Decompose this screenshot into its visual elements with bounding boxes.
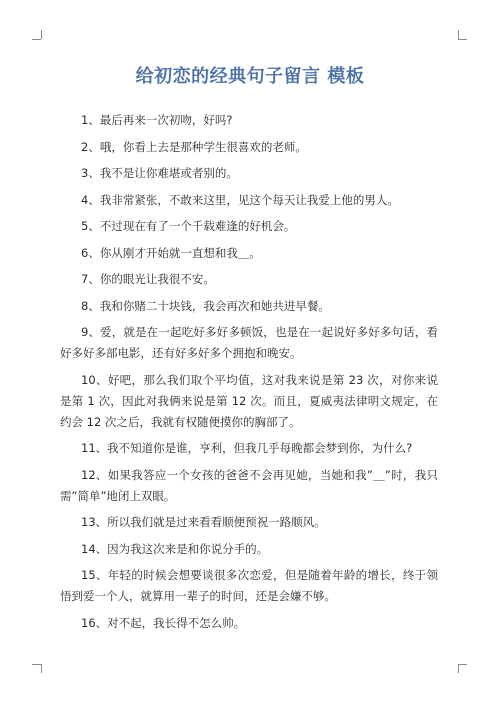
list-item: 14、因为我这次来是和你说分手的。: [81, 541, 269, 556]
crop-mark-top-left: [32, 30, 42, 40]
list-item: 2、哦，你看上去是那种学生很喜欢的老师。: [81, 139, 307, 154]
list-item: 6、你从刚才开始就一直想和我＿。: [81, 245, 261, 260]
list-item: 3、我不是让你难堪或者别的。: [81, 166, 238, 180]
list-item: 16、对不起，我长得不怎么帅。: [81, 615, 246, 630]
list-item: 11、我不知道你是谁，亨利，但我几乎每晚都会梦到你，为什么?: [81, 441, 413, 455]
list-item: 12、如果我答应一个女孩的爸爸不会再见她，当她和我”＿”时，我只需”简单”地闭上双眼。: [60, 467, 438, 503]
list-item: 7、你的眼光让我很不安。: [81, 272, 215, 286]
list-item: 15、年轻的时候会想要谈很多次恋爱，但是随着年龄的增长，终于领悟到爱一个人，就算用一辈子的时间，还是会嫌不够。: [60, 568, 438, 603]
list-item: 1、最后再来一次初吻，好吗?: [81, 113, 233, 127]
crop-mark-bottom-left: [32, 664, 42, 674]
crop-mark-bottom-right: [458, 664, 468, 674]
list-item: 10、好吧，那么我们取个平均值，这对我来说是第 23 次，对你来说是第 1 次，因此对我俩来说是第 12 次。而且，夏威夷法律明文规定，在约会 12 次之后，我就有权随便摸你的胸部了。: [60, 372, 438, 429]
list-item: 8、我和你赌二十块钱，我会再次和她共进早餐。: [81, 298, 330, 313]
sentence-list: [60, 110, 438, 639]
list-item: 9、爱，就是在一起吃好多好多顿饭，也是在一起说好多好多句话，看好多好多部电影，还有好多好多个拥抱和晚安。: [60, 325, 438, 360]
document-title: 给初恋的经典句子留言 模板: [135, 66, 365, 87]
list-item: 5、不过现在有了一个千载难逢的好机会。: [81, 219, 296, 233]
list-item: 13、所以我们就是过来看看顺便预祝一路顺风。: [81, 515, 326, 529]
list-item: 4、我非常紧张，不敢来这里，见这个每天让我爱上他的男人。: [81, 192, 399, 207]
crop-mark-top-right: [458, 30, 468, 40]
